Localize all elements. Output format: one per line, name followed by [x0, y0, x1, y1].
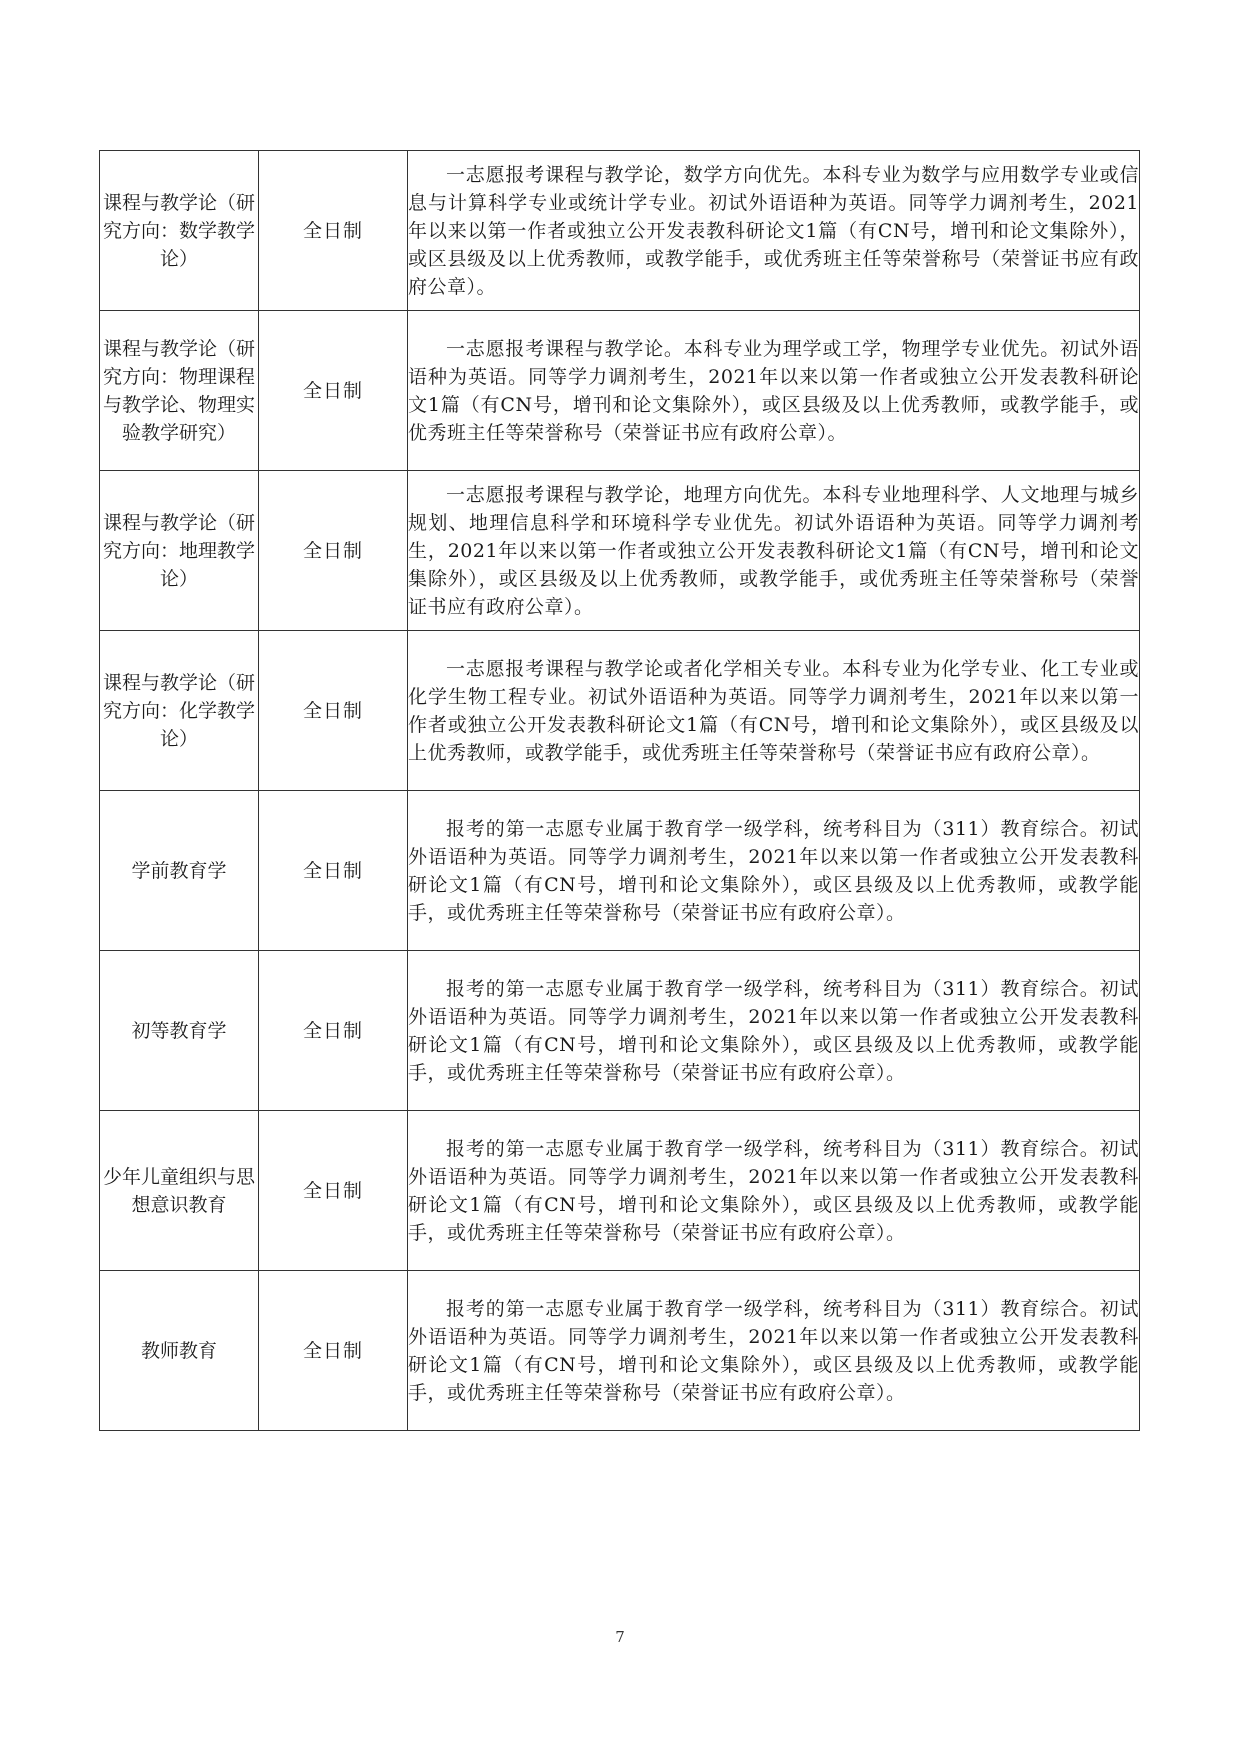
study-mode-cell: 全日制 — [259, 151, 408, 311]
study-mode-cell: 全日制 — [259, 471, 408, 631]
major-cell: 学前教育学 — [100, 791, 259, 951]
requirement-cell: 一志愿报考课程与教学论，数学方向优先。本科专业为数学与应用数学专业或信息与计算科学专业或统计学专业。初试外语语种为英语。同等学力调剂考生，2021年以来以第一作者或独立公开发表教科研论文1篇（有CN号，增刊和论文集除外），或区县级及以上优秀教师，或教学能手，或优秀班主任等荣誉称号（荣誉证书应有政府公章）。 — [408, 151, 1140, 311]
study-mode-cell: 全日制 — [259, 631, 408, 791]
page-number: 7 — [615, 1628, 625, 1646]
major-cell: 课程与教学论（研究方向：数学教学论） — [100, 151, 259, 311]
table-row — [100, 471, 1140, 631]
major-cell: 少年儿童组织与思想意识教育 — [100, 1111, 259, 1271]
requirement-cell: 一志愿报考课程与教学论或者化学相关专业。本科专业为化学专业、化工专业或化学生物工程专业。初试外语语种为英语。同等学力调剂考生，2021年以来以第一作者或独立公开发表教科研论文1篇（有CN号，增刊和论文集除外），或区县级及以上优秀教师，或教学能手，或优秀班主任等荣誉称号（荣誉证书应有政府公章）。 — [408, 631, 1140, 791]
table-row — [100, 1271, 1140, 1431]
major-cell: 课程与教学论（研究方向：地理教学论） — [100, 471, 259, 631]
study-mode-cell: 全日制 — [259, 1271, 408, 1431]
study-mode-cell: 全日制 — [259, 791, 408, 951]
requirement-cell: 报考的第一志愿专业属于教育学一级学科，统考科目为（311）教育综合。初试外语语种为英语。同等学力调剂考生，2021年以来以第一作者或独立公开发表教科研论文1篇（有CN号，增刊和论文集除外），或区县级及以上优秀教师，或教学能手，或优秀班主任等荣誉称号（荣誉证书应有政府公章）。 — [408, 791, 1140, 951]
requirement-cell: 报考的第一志愿专业属于教育学一级学科，统考科目为（311）教育综合。初试外语语种为英语。同等学力调剂考生，2021年以来以第一作者或独立公开发表教科研论文1篇（有CN号，增刊和论文集除外），或区县级及以上优秀教师，或教学能手，或优秀班主任等荣誉称号（荣誉证书应有政府公章）。 — [408, 1271, 1140, 1431]
requirement-cell: 报考的第一志愿专业属于教育学一级学科，统考科目为（311）教育综合。初试外语语种为英语。同等学力调剂考生，2021年以来以第一作者或独立公开发表教科研论文1篇（有CN号，增刊和论文集除外），或区县级及以上优秀教师，或教学能手，或优秀班主任等荣誉称号（荣誉证书应有政府公章）。 — [408, 951, 1140, 1111]
study-mode-cell: 全日制 — [259, 951, 408, 1111]
study-mode-cell: 全日制 — [259, 311, 408, 471]
table-row — [100, 1111, 1140, 1271]
major-cell: 教师教育 — [100, 1271, 259, 1431]
admission-requirements-table — [99, 150, 1140, 1431]
table-row — [100, 151, 1140, 311]
table-row — [100, 311, 1140, 471]
requirement-cell: 报考的第一志愿专业属于教育学一级学科，统考科目为（311）教育综合。初试外语语种为英语。同等学力调剂考生，2021年以来以第一作者或独立公开发表教科研论文1篇（有CN号，增刊和论文集除外），或区县级及以上优秀教师，或教学能手，或优秀班主任等荣誉称号（荣誉证书应有政府公章）。 — [408, 1111, 1140, 1271]
study-mode-cell: 全日制 — [259, 1111, 408, 1271]
major-cell: 课程与教学论（研究方向：化学教学论） — [100, 631, 259, 791]
major-cell: 课程与教学论（研究方向：物理课程与教学论、物理实验教学研究） — [100, 311, 259, 471]
requirement-cell: 一志愿报考课程与教学论。本科专业为理学或工学，物理学专业优先。初试外语语种为英语。同等学力调剂考生，2021年以来以第一作者或独立公开发表教科研论文1篇（有CN号，增刊和论文集除外），或区县级及以上优秀教师，或教学能手，或优秀班主任等荣誉称号（荣誉证书应有政府公章）。 — [408, 311, 1140, 471]
table-row — [100, 631, 1140, 791]
requirement-cell: 一志愿报考课程与教学论，地理方向优先。本科专业地理科学、人文地理与城乡规划、地理信息科学和环境科学专业优先。初试外语语种为英语。同等学力调剂考生，2021年以来以第一作者或独立公开发表教科研论文1篇（有CN号，增刊和论文集除外），或区县级及以上优秀教师，或教学能手，或优秀班主任等荣誉称号（荣誉证书应有政府公章）。 — [408, 471, 1140, 631]
table-row — [100, 951, 1140, 1111]
table-row — [100, 791, 1140, 951]
major-cell: 初等教育学 — [100, 951, 259, 1111]
